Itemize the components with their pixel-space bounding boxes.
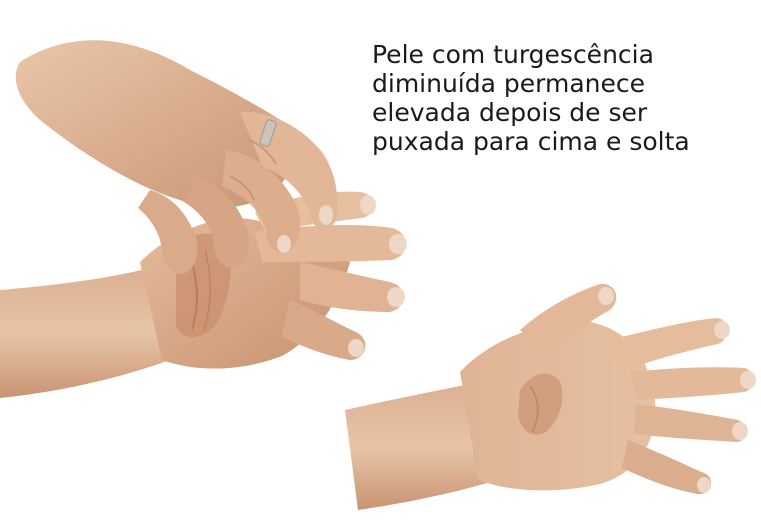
released-hand [345, 284, 756, 510]
pinching-nail-2 [277, 235, 291, 253]
caption-line-1: Pele com turgescência [372, 40, 654, 69]
right-nail-little [697, 477, 711, 493]
right-nail-thumb [598, 287, 614, 305]
caption-line-4: puxada para cima e solta [372, 127, 690, 156]
caption [372, 40, 752, 156]
right-nail-middle [740, 371, 756, 389]
pinching-nail-1 [319, 205, 333, 225]
right-nail-index [714, 321, 730, 339]
left-nail-middle [387, 287, 405, 307]
caption-line-3: elevada depois de ser [372, 98, 648, 127]
caption-line-2: diminuída permanece [372, 69, 645, 98]
left-nail-thumb [360, 195, 376, 215]
right-finger-middle [630, 367, 754, 400]
right-nail-ring [732, 422, 748, 440]
pinched-hand [0, 192, 407, 398]
left-forearm [0, 268, 170, 398]
right-finger-index [610, 318, 727, 372]
left-nail-index [389, 234, 407, 254]
left-nail-ring [348, 339, 364, 357]
pinching-hand [16, 40, 338, 274]
